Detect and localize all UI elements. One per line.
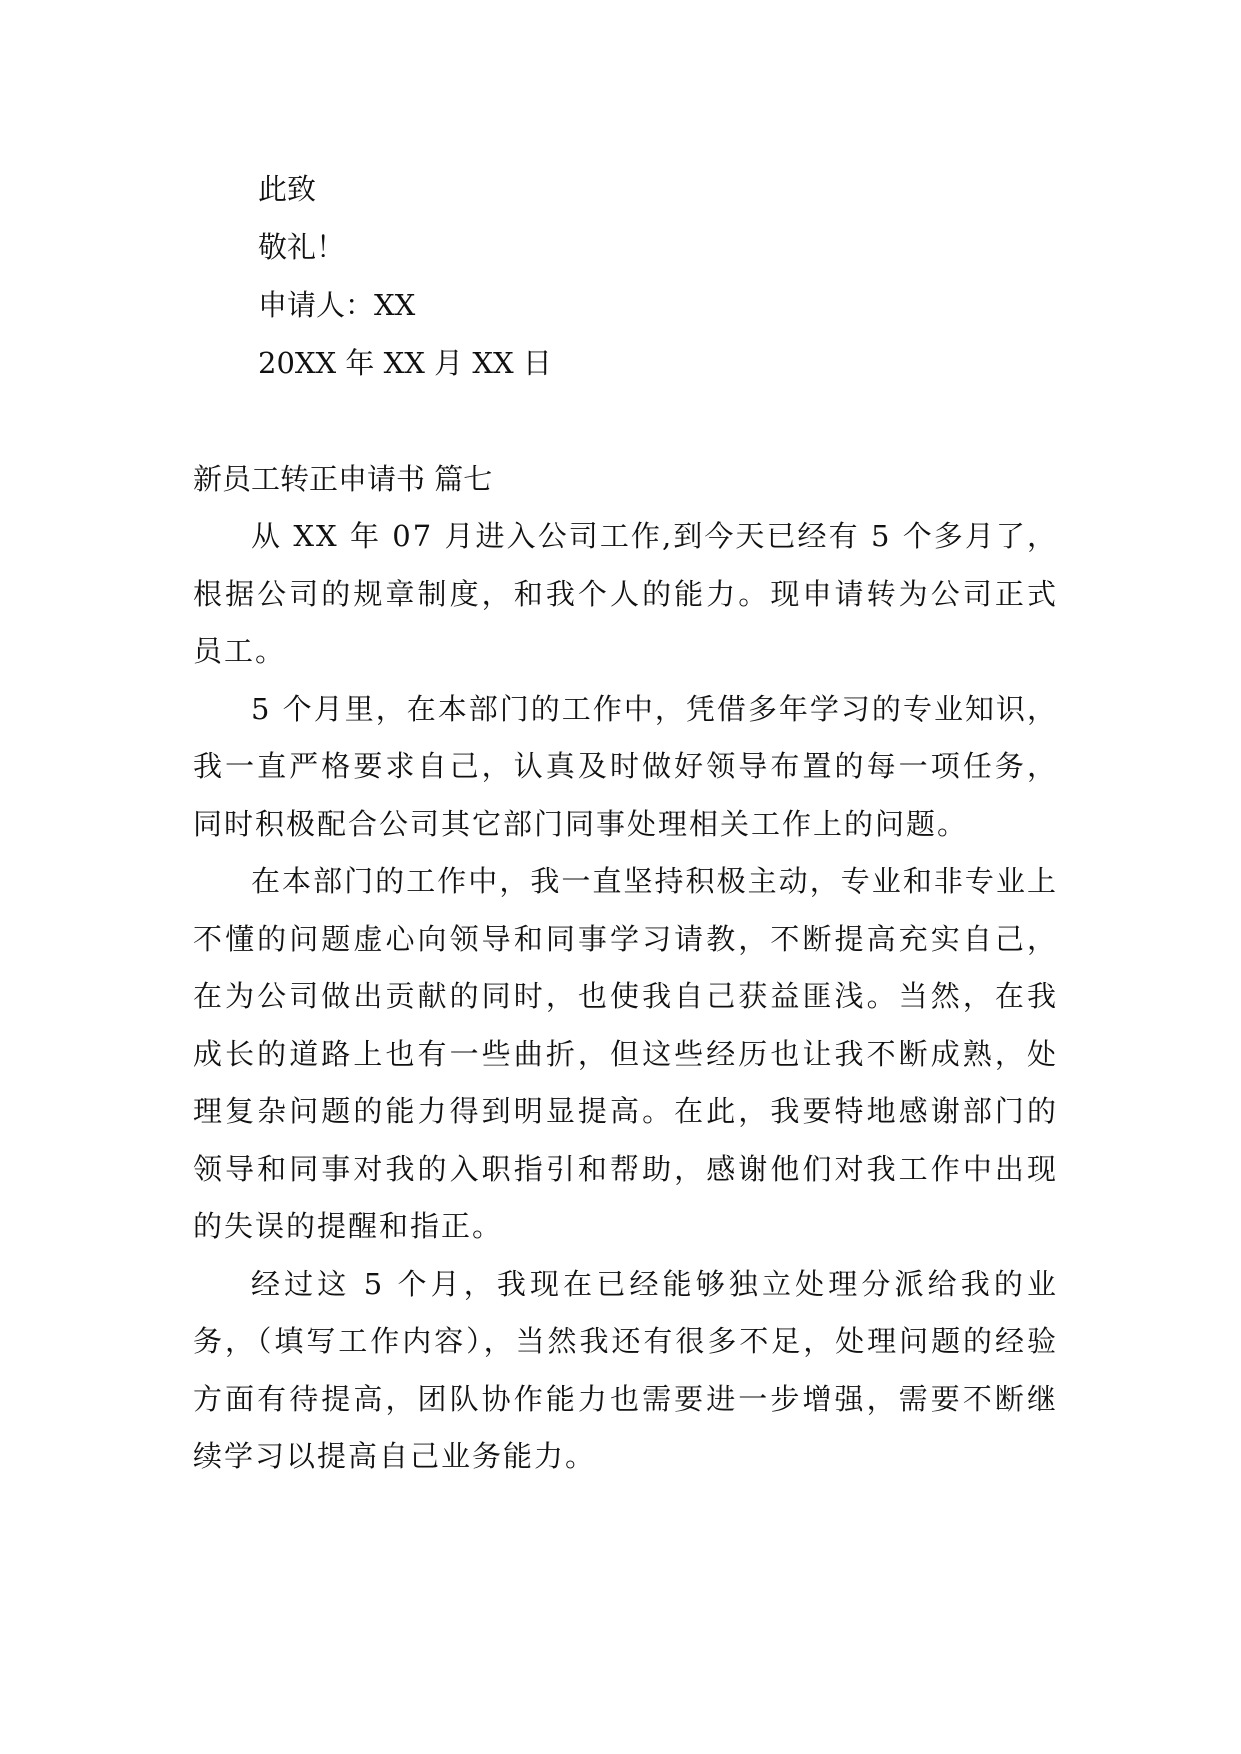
body-paragraph: 从 XX 年 07 月进入公司工作,到今天已经有 5 个多月了，根据公司的规章制度，和我个人的能力。现申请转为公司正式员工。 — [193, 519, 1058, 668]
closing-date: 20XX 年 XX 月 XX 日 — [258, 346, 552, 380]
body-paragraph: 经过这 5 个月，我现在已经能够独立处理分派给我的业务，（填写工作内容），当然我还有很多不足，处理问题的经验方面有待提高，团队协作能力也需要进一步增强，需要不断继续学习以提高自己业务能力。 — [193, 1266, 1058, 1473]
section-heading: 新员工转正申请书 篇七 — [193, 462, 493, 496]
body-paragraph: 在本部门的工作中，我一直坚持积极主动，专业和非专业上不懂的问题虚心向领导和同事学习请教，不断提高充实自己，在为公司做出贡献的同时，也使我自己获益匪浅。当然，在我成长的道路上也有一些曲折，但这些经历也让我不断成熟，处理复杂问题的能力得到明显提高。在此，我要特地感谢部门的领导和同事对我的入职指引和帮助，感谢他们对我工作中出现的失误的提醒和指正。 — [193, 864, 1058, 1243]
letter-closing — [258, 160, 1018, 392]
document-body — [193, 508, 1058, 1486]
body-paragraph: 5 个月里，在本部门的工作中，凭借多年学习的专业知识，我一直严格要求自己，认真及时做好领导布置的每一项任务，同时积极配合公司其它部门同事处理相关工作上的问题。 — [193, 691, 1058, 841]
closing-salutation: 此致 — [258, 172, 317, 206]
closing-regards: 敬礼！ — [258, 230, 346, 264]
applicant-signature: 申请人：XX — [258, 288, 416, 322]
